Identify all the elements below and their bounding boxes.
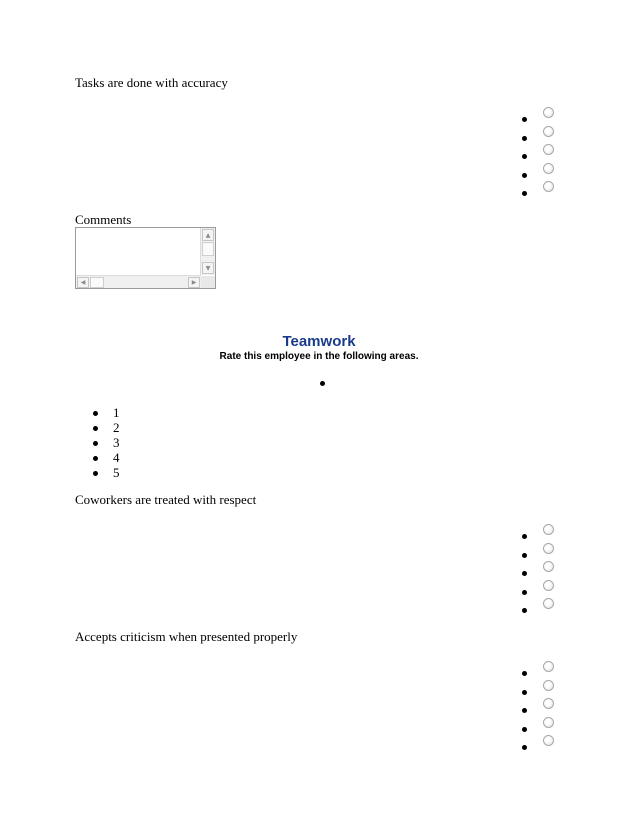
bullet-icon	[522, 745, 527, 750]
scale-item	[93, 420, 120, 435]
scale-item	[93, 450, 120, 465]
option-item	[512, 680, 572, 699]
radio-button-icon[interactable]	[543, 163, 554, 174]
bullet-icon	[93, 411, 98, 416]
radio-button-icon[interactable]	[543, 661, 554, 672]
scale-item-label: 1	[113, 405, 120, 420]
radio-button-icon[interactable]	[543, 561, 554, 572]
comments-text-area[interactable]	[77, 229, 200, 275]
bullet-icon	[522, 553, 527, 558]
option-item	[512, 107, 572, 126]
bullet-icon	[93, 441, 98, 446]
question-2-label: Coworkers are treated with respect	[75, 492, 257, 507]
option-item	[512, 181, 572, 200]
radio-button-icon[interactable]	[543, 524, 554, 535]
bullet-icon	[93, 456, 98, 461]
scale-item	[93, 435, 120, 450]
scale-item	[93, 405, 120, 420]
option-item	[512, 735, 572, 754]
option-item	[512, 580, 572, 599]
bullet-icon	[522, 671, 527, 676]
scale-item-label: 4	[113, 450, 120, 465]
radio-button-icon[interactable]	[543, 144, 554, 155]
bullet-icon	[522, 154, 527, 159]
bullet-icon	[522, 173, 527, 178]
horizontal-scroll-thumb[interactable]	[90, 277, 104, 288]
option-item	[512, 698, 572, 717]
bullet-icon	[522, 136, 527, 141]
scale-item-label: 3	[113, 435, 120, 450]
radio-button-icon[interactable]	[543, 126, 554, 137]
radio-button-icon[interactable]	[543, 580, 554, 591]
option-item	[512, 163, 572, 182]
scale-item-label: 2	[113, 420, 120, 435]
option-item	[512, 144, 572, 163]
radio-button-icon[interactable]	[543, 543, 554, 554]
bullet-icon	[522, 571, 527, 576]
bullet-icon	[522, 191, 527, 196]
option-item	[512, 126, 572, 145]
option-item	[512, 561, 572, 580]
question-3-label: Accepts criticism when presented properly	[75, 629, 298, 644]
question-3-options	[512, 661, 572, 754]
bullet-icon	[522, 590, 527, 595]
question-1-label: Tasks are done with accuracy	[75, 75, 228, 90]
bullet-icon	[93, 471, 98, 476]
bullet-icon	[320, 381, 325, 386]
bullet-icon	[93, 426, 98, 431]
radio-button-icon[interactable]	[543, 698, 554, 709]
arrow-right-icon[interactable]: ▶	[188, 277, 200, 288]
radio-button-icon[interactable]	[543, 598, 554, 609]
question-1-options	[512, 107, 572, 200]
arrow-up-icon[interactable]: ▲	[202, 229, 214, 241]
section-subtitle: Rate this employee in the following areas.	[219, 351, 419, 362]
bullet-icon	[522, 534, 527, 539]
scale-item	[93, 465, 120, 480]
radio-button-icon[interactable]	[543, 680, 554, 691]
bullet-icon	[522, 727, 527, 732]
comments-label: Comments	[75, 212, 132, 227]
option-item	[512, 543, 572, 562]
radio-button-icon[interactable]	[543, 181, 554, 192]
bullet-icon	[522, 690, 527, 695]
option-item	[512, 661, 572, 680]
question-2-options	[512, 524, 572, 617]
radio-button-icon[interactable]	[543, 107, 554, 118]
scrollbar-corner	[201, 276, 215, 288]
option-item	[512, 598, 572, 617]
rating-scale-list	[93, 405, 120, 480]
arrow-down-icon[interactable]: ▼	[202, 262, 214, 274]
scale-item-label: 5	[113, 465, 120, 480]
arrow-left-icon[interactable]: ◀	[77, 277, 89, 288]
vertical-scroll-thumb[interactable]	[202, 242, 214, 256]
option-item	[512, 524, 572, 543]
radio-button-icon[interactable]	[543, 717, 554, 728]
radio-button-icon[interactable]	[543, 735, 554, 746]
option-item	[512, 717, 572, 736]
bullet-icon	[522, 708, 527, 713]
bullet-icon	[522, 117, 527, 122]
bullet-icon	[522, 608, 527, 613]
comments-textarea[interactable]	[75, 227, 216, 289]
section-title: Teamwork	[282, 333, 356, 350]
